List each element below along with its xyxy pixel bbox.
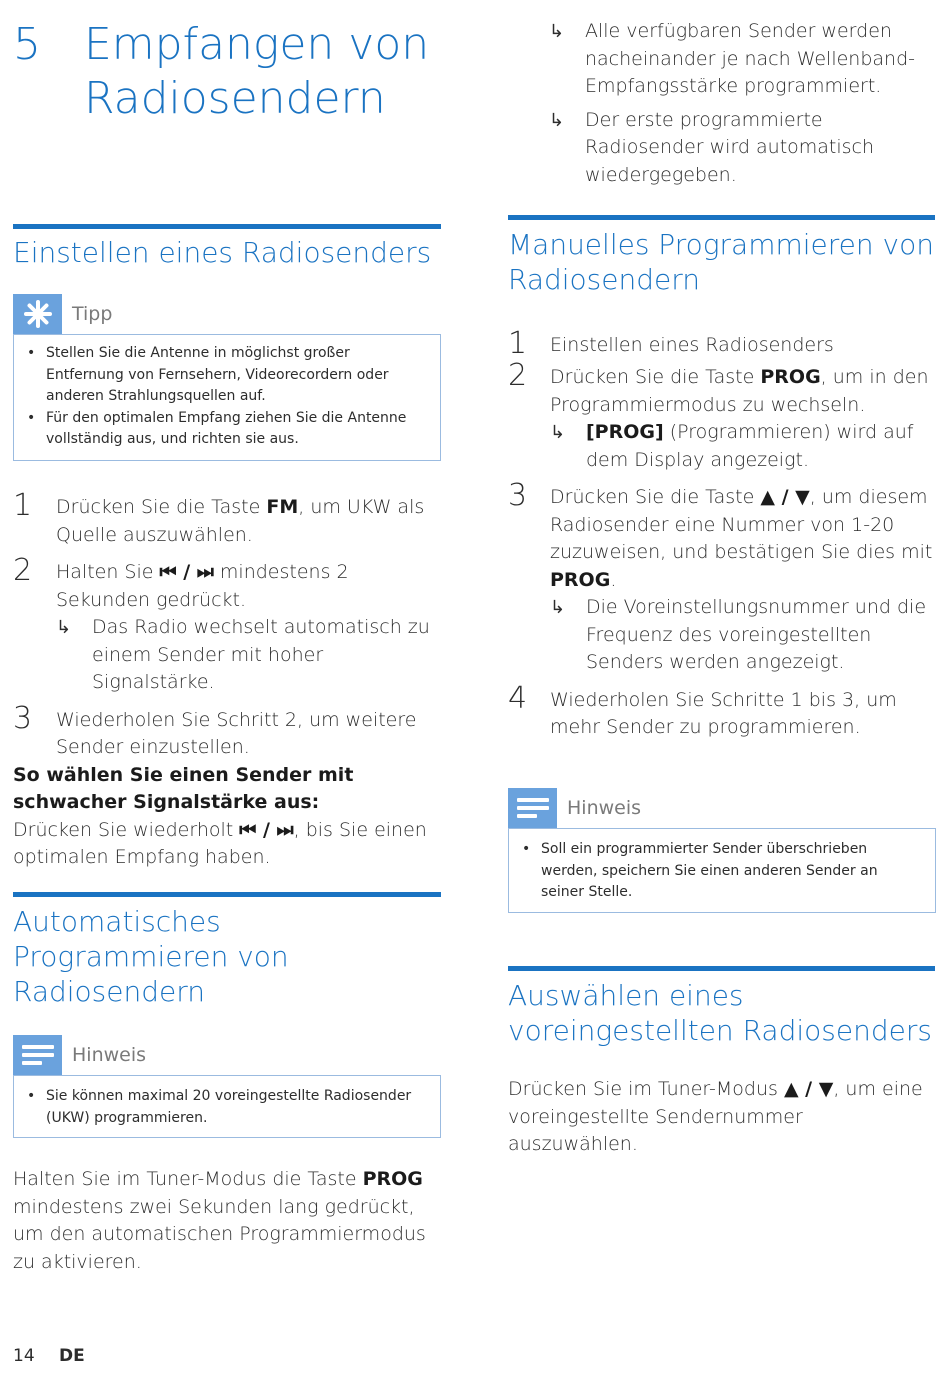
tip-bullet: • Stellen Sie die Antenne in möglichst großer Entfernung von Fernsehern, Videorecordern oder anderen Strahlungsquellen auf. — [27, 343, 430, 408]
note-bullet: • Sie können maximal 20 voreingestellte Radiosender (UKW) programmieren. — [27, 1086, 430, 1129]
section-rule — [13, 892, 441, 897]
tip-box — [13, 294, 441, 461]
step-4: 4 Wiederholen Sie Schritte 1 bis 3, um mehr Sender zu programmieren. — [508, 683, 938, 742]
step-number: 3 — [508, 478, 528, 513]
weak-signal-text: Drücken Sie wiederholt ⏮ / ⏭, bis Sie einen optimalen Empfang haben. — [13, 818, 427, 868]
note-header — [13, 1035, 441, 1075]
note-label: Hinweis — [72, 1044, 147, 1066]
tip-header — [13, 294, 441, 334]
tip-label: Tipp — [72, 303, 113, 325]
step-number: 3 — [13, 700, 33, 736]
step-3-result: ↳ Die Voreinstellungsnummer und die Frequenz des voreingestellten Senders werden angezeigt. — [550, 596, 927, 673]
note-content — [508, 828, 936, 913]
step-3: 3 Drücken Sie die Taste ▲ / ▼, um diesem Radiosender eine Nummer von 1-20 zuzuweisen, und bestätigen Sie dies mit PROG. ↳ Die Voreinstellungsnummer und die Frequenz des voreingestellten Senders werden angezeigt. — [508, 480, 938, 677]
step-3: 3 Wiederholen Sie Schritt 2, um weitere Sender einzustellen. — [13, 703, 441, 762]
page-number: 14 — [13, 1346, 35, 1366]
step-number: 1 — [508, 326, 528, 361]
step-2: 2 Halten Sie ⏮ / ⏭ mindestens 2 Sekunden gedrückt. ↳ Das Radio wechselt automatisch zu einem Sender mit hoher Signalstärke. — [13, 555, 441, 697]
step-number: 1 — [13, 488, 33, 523]
step-number: 2 — [13, 553, 33, 588]
section-heading-manual: Manuelles Programmieren von Radiosendern — [508, 228, 934, 296]
select-paragraph: Drücken Sie im Tuner-Modus ▲ / ▼, um eine voreingestellte Sendernummer auszuwählen. — [508, 1078, 923, 1155]
step-2-result: ↳ [PROG] (Programmieren) wird auf dem Display angezeigt. — [550, 421, 914, 471]
section-rule — [13, 224, 441, 229]
skip-buttons-symbol: ⏮ / ⏭ — [159, 561, 214, 583]
language-code: DE — [59, 1346, 85, 1366]
tip-bullet: • Für den optimalen Empfang ziehen Sie die Antenne vollständig aus, und richten sie aus. — [27, 408, 430, 451]
section-heading-tune: Einstellen eines Radiosenders — [13, 236, 432, 269]
section-heading-select: Auswählen eines voreingestellten Radiosenders — [508, 979, 932, 1047]
note-bullet: • Soll ein programmierter Sender überschrieben werden, speichern Sie einen anderen Sender an seiner Stelle. — [522, 839, 925, 904]
auto-paragraph: Halten Sie im Tuner-Modus die Taste PROG mindestens zwei Sekunden lang gedrückt, um den automatischen Programmiermodus zu aktivieren. — [13, 1168, 426, 1273]
step-1: 1 Einstellen eines Radiosenders — [508, 326, 834, 361]
up-down-symbol: ▲ / ▼ — [783, 1078, 834, 1100]
step-1: 1 Drücken Sie die Taste FM, um UKW als Quelle auszuwählen. — [13, 490, 441, 549]
skip-buttons-symbol: ⏮ / ⏭ — [239, 818, 294, 841]
top-right-results — [549, 18, 944, 189]
step-number: 4 — [508, 680, 528, 716]
section-rule — [508, 966, 935, 971]
tip-content — [13, 334, 441, 461]
up-down-symbol: ▲ / ▼ — [760, 486, 810, 508]
note-label: Hinweis — [567, 797, 642, 819]
step-2: 2 Drücken Sie die Taste PROG, um in den Programmiermodus zu wechseln. ↳ [PROG] (Programmieren) wird auf dem Display angezeigt. — [508, 360, 938, 474]
result-item: ↳ Alle verfügbaren Sender werden nacheinander je nach Wellenband-Empfangsstärke programmiert. — [549, 20, 916, 97]
note-box-manual — [508, 788, 936, 913]
result-arrow-icon: ↳ — [550, 422, 566, 443]
section-rule — [508, 215, 935, 220]
step-2-result: ↳ Das Radio wechselt automatisch zu einem Sender mit hoher Signalstärke. — [56, 616, 430, 693]
note-lines-icon — [13, 1035, 62, 1075]
tune-steps — [13, 490, 441, 872]
asterisk-tip-icon — [13, 294, 62, 334]
result-arrow-icon: ↳ — [550, 597, 566, 618]
result-item: ↳ Der erste programmierte Radiosender wird automatisch wiedergegeben. — [549, 108, 875, 186]
chapter-title: Empfangen von Radiosendern — [84, 19, 430, 124]
step-number: 2 — [508, 358, 528, 393]
result-arrow-icon: ↳ — [549, 109, 565, 131]
section-heading-auto: Automatisches Programmieren von Radiosendern — [13, 905, 289, 1008]
chapter-number: 5 — [13, 19, 41, 70]
note-content — [13, 1075, 441, 1138]
result-arrow-icon: ↳ — [549, 21, 565, 42]
weak-signal-heading: So wählen Sie einen Sender mit schwacher Signalstärke aus: — [13, 763, 354, 813]
note-lines-icon — [508, 788, 557, 828]
result-arrow-icon: ↳ — [56, 617, 72, 638]
manual-steps — [508, 328, 938, 742]
note-box-auto — [13, 1035, 441, 1138]
note-header — [508, 788, 936, 828]
